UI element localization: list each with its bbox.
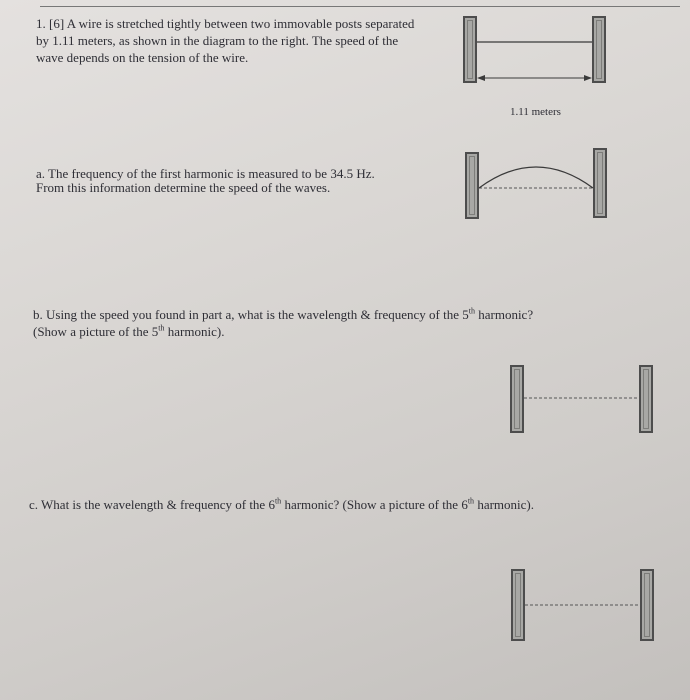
- part-b-line-2: (Show a picture of the 5th harmonic).: [33, 323, 225, 339]
- page-top-rule: [40, 6, 680, 7]
- problem-intro-line-3: wave depends on the tension of the wire.: [36, 50, 249, 65]
- problem-intro-line-1: 1. [6] A wire is stretched tightly between two immovable posts separated: [36, 16, 415, 31]
- diagram2-right-post: [593, 148, 607, 218]
- diagram2-first-harmonic-wave: [479, 160, 593, 192]
- problem-intro-line-2: by 1.11 meters, as shown in the diagram to the right. The speed of the: [36, 33, 399, 48]
- diagram2-left-post: [465, 152, 479, 219]
- diagram1-left-post: [463, 16, 477, 83]
- diagram4-dashed-wire: [525, 603, 640, 607]
- part-a-line-2: From this information determine the speed of the waves.: [36, 180, 331, 195]
- diagram1-length-label: 1.11 meters: [510, 106, 561, 118]
- diagram1-measure-arrow: [477, 74, 592, 82]
- diagram3-left-post: [510, 365, 524, 433]
- diagram1-right-post: [592, 16, 606, 83]
- part-b-line-1: b. Using the speed you found in part a, what is the wavelength & frequency of the 5th harmonic?: [33, 306, 534, 322]
- part-c-line-1: c. What is the wavelength & frequency of the 6th harmonic? (Show a picture of the 6th harmonic).: [29, 496, 534, 512]
- diagram4-left-post: [511, 569, 525, 641]
- diagram4-right-post: [640, 569, 654, 641]
- diagram3-right-post: [639, 365, 653, 433]
- diagram3-dashed-wire: [524, 396, 639, 400]
- part-a-line-1: a. The frequency of the first harmonic is measured to be 34.5 Hz.: [36, 166, 375, 181]
- diagram1-wire: [477, 40, 592, 44]
